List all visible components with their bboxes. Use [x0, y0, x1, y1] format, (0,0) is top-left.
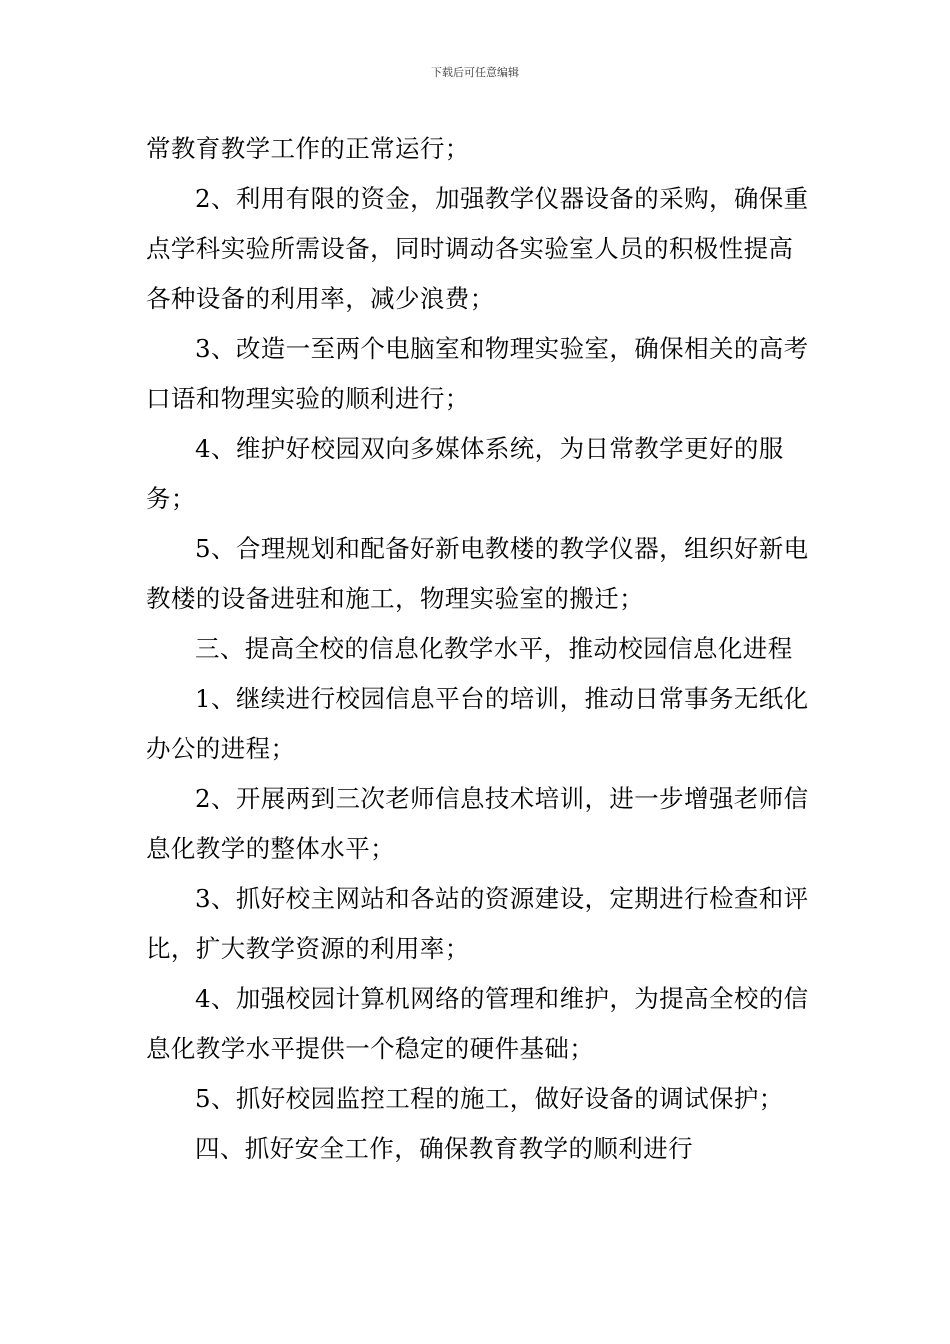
- section-heading-4: 四、抓好安全工作，确保教育教学的顺利进行: [195, 1134, 693, 1163]
- paragraph-item-4-network: 4、加强校园计算机网络的管理和维护，为提高全校的信息化教学水平提供一个稳定的硬件基础；: [146, 984, 809, 1063]
- document-body: [146, 124, 810, 1174]
- paragraph-item-1-platform: 1、继续进行校园信息平台的培训，推动日常事务无纸化办公的进程；: [146, 684, 809, 763]
- paragraph-item-2-equipment: 2、利用有限的资金，加强教学仪器设备的采购，确保重点学科实验所需设备，同时调动各实验室人员的积极性提高各种设备的利用率，减少浪费；: [146, 184, 809, 313]
- section-heading-3: 三、提高全校的信息化教学水平，推动校园信息化进程: [195, 634, 793, 663]
- paragraph-item-2-training: 2、开展两到三次老师信息技术培训，进一步增强老师信息化教学的整体水平；: [146, 784, 809, 863]
- paragraph-item-5-monitoring: 5、抓好校园监控工程的施工，做好设备的调试保护；: [195, 1084, 784, 1113]
- paragraph-item-5-new-building: 5、合理规划和配备好新电教楼的教学仪器，组织好新电教楼的设备进驻和施工，物理实验室的搬迁；: [146, 534, 809, 613]
- page-header: 下载后可任意编辑: [431, 66, 519, 79]
- paragraph-item-3-labs: 3、改造一至两个电脑室和物理实验室，确保相关的高考口语和物理实验的顺利进行；: [146, 334, 809, 413]
- paragraph-item-4-multimedia: 4、维护好校园双向多媒体系统，为日常教学更好的服务；: [146, 434, 784, 513]
- paragraph-continuation: 常教育教学工作的正常运行；: [146, 134, 470, 163]
- paragraph-item-3-website: 3、抓好校主网站和各站的资源建设，定期进行检查和评比，扩大教学资源的利用率；: [146, 884, 809, 963]
